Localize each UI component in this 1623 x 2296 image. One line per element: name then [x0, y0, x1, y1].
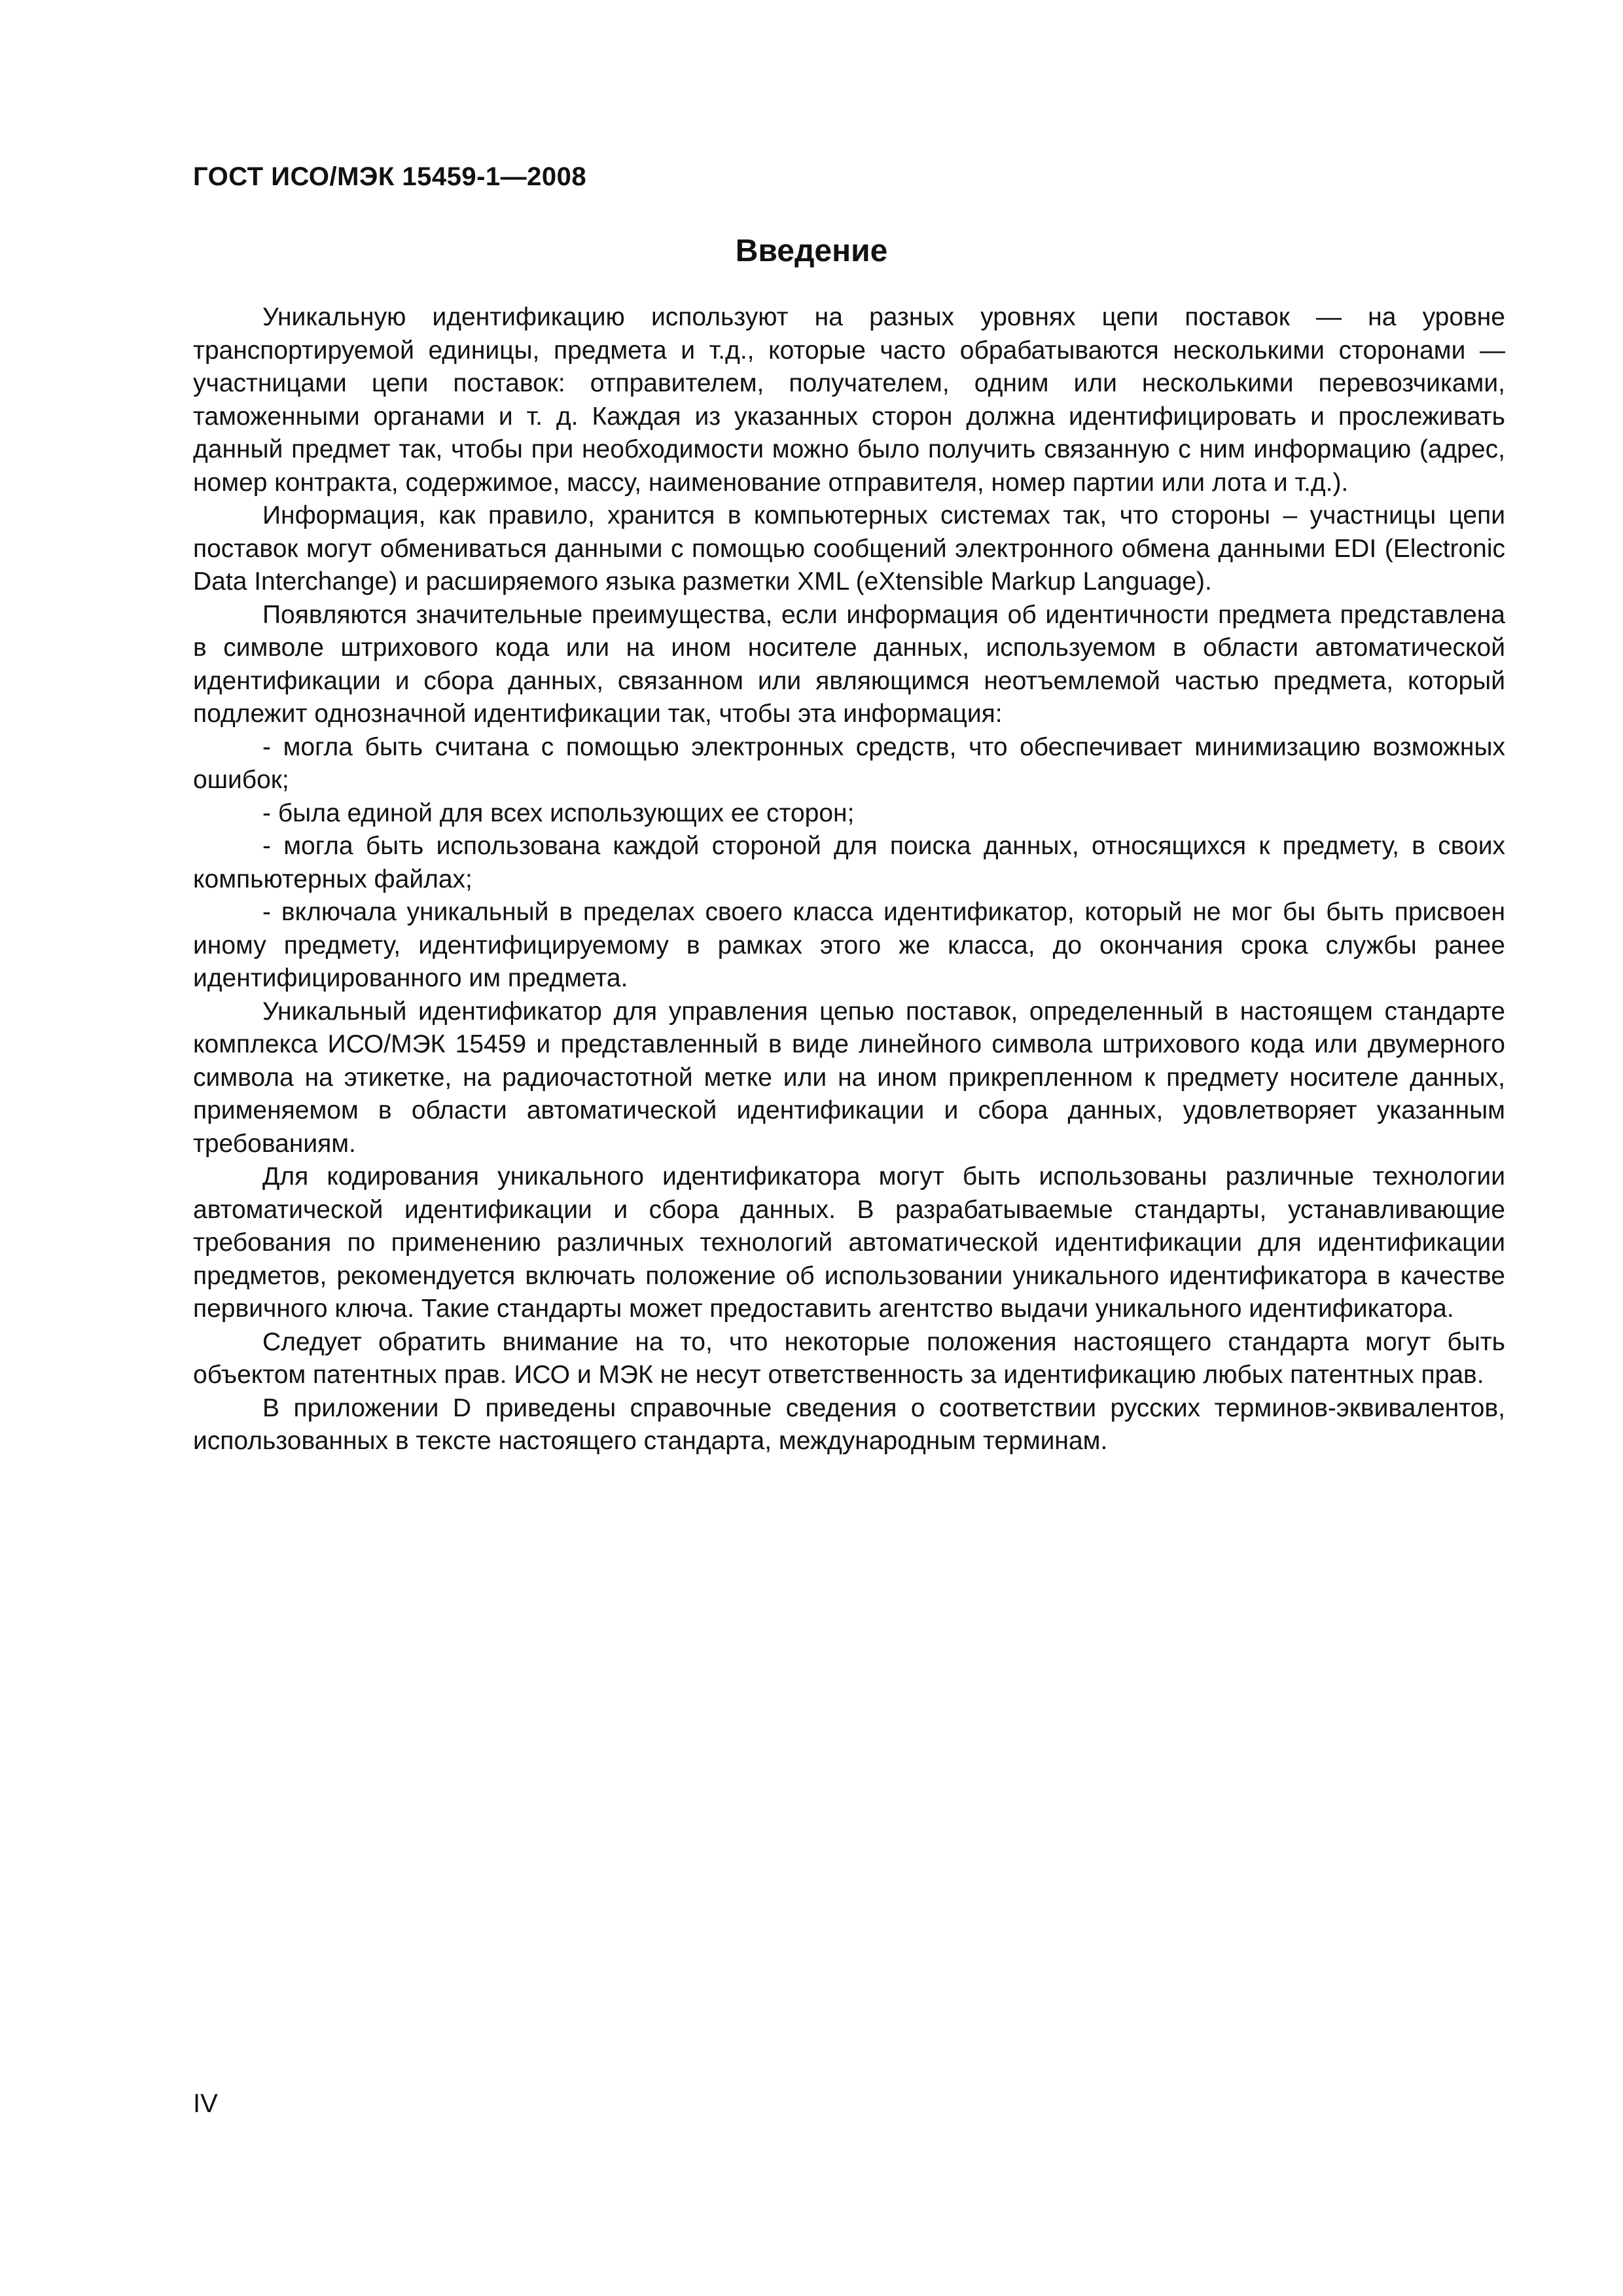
list-item: - могла быть считана с помощью электронных средств, что обеспечивает минимизацию возможных ошибок; — [193, 732, 1505, 794]
paragraph: Уникальный идентификатор для управления цепью поставок, определенный в настоящем стандарте комплекса ИСО/МЭК 15459 и представленный в виде линейного символа штрихового кода или двумерного символа на этикетке, на радиочастотной метке или на ином прикрепленном к предмету носителе данных, применяемом в области автоматической идентификации и сбора данных, удовлетворяет указанным требованиям. — [193, 997, 1505, 1158]
section-title: Введение — [735, 234, 888, 268]
page-number: IV — [193, 2089, 218, 2118]
paragraph: Для кодирования уникального идентификатора могут быть использованы различные технологии автоматической идентификации и сбора данных. В разрабатываемые стандарты, устанавливающие требования по применению различных технологий автоматической идентификации для идентификации предметов, рекомендуется включать положение об использовании уникального идентификатора в качестве первичного ключа. Такие стандарты может предоставить агентство выдачи уникального идентификатора. — [193, 1162, 1505, 1323]
paragraph: Информация, как правило, хранится в компьютерных системах так, что стороны – участницы цепи поставок могут обмениваться данными с помощью сообщений электронного обмена данными EDI (Electronic Data Interchange) и расширяемого языка разметки XML (eXtensible Markup Language). — [193, 501, 1505, 596]
paragraph: Появляются значительные преимущества, если информация об идентичности предмета представлена в символе штрихового кода или на ином носителе данных, используемом в области автоматической идентификации и сбора данных, связанном или являющимся неотъемлемой частью предмета, который подлежит однозначной идентификации так, чтобы эта информация: — [193, 600, 1505, 728]
paragraph: Уникальную идентификацию используют на разных уровнях цепи поставок — на уровне транспортируемой единицы, предмета и т.д., которые часто обрабатываются несколькими сторонами — участницами цепи поставок: отправителем, получателем, одним или несколькими перевозчиками, таможенными органами и т. д. Каждая из указанных сторон должна идентифицировать и прослеживать данный предмет так, чтобы при необходимости можно было получить связанную с ним информацию (адрес, номер контракта, содержимое, массу, наименование отправителя, номер партии или лота и т.д.). — [193, 303, 1505, 497]
list-item: - включала уникальный в пределах своего класса идентификатор, который не мог бы быть присвоен иному предмету, идентифицируемому в рамках этого же класса, до окончания срока службы ранее идентифицированного им предмета. — [193, 898, 1505, 992]
list-item: - могла быть использована каждой стороной для поиска данных, относящихся к предмету, в своих компьютерных файлах; — [193, 832, 1505, 893]
body-text — [193, 301, 1505, 1458]
paragraph: В приложении D приведены справочные сведения о соответствии русских терминов-эквивалентов, использованных в тексте настоящего стандарта, международным терминам. — [193, 1393, 1505, 1455]
document-header: ГОСТ ИСО/МЭК 15459-1—2008 — [193, 162, 587, 191]
paragraph: Следует обратить внимание на то, что некоторые положения настоящего стандарта могут быть объектом патентных прав. ИСО и МЭК не несут ответственность за идентификацию любых патентных прав. — [193, 1327, 1505, 1389]
list-item: - была единой для всех использующих ее сторон; — [262, 798, 855, 827]
